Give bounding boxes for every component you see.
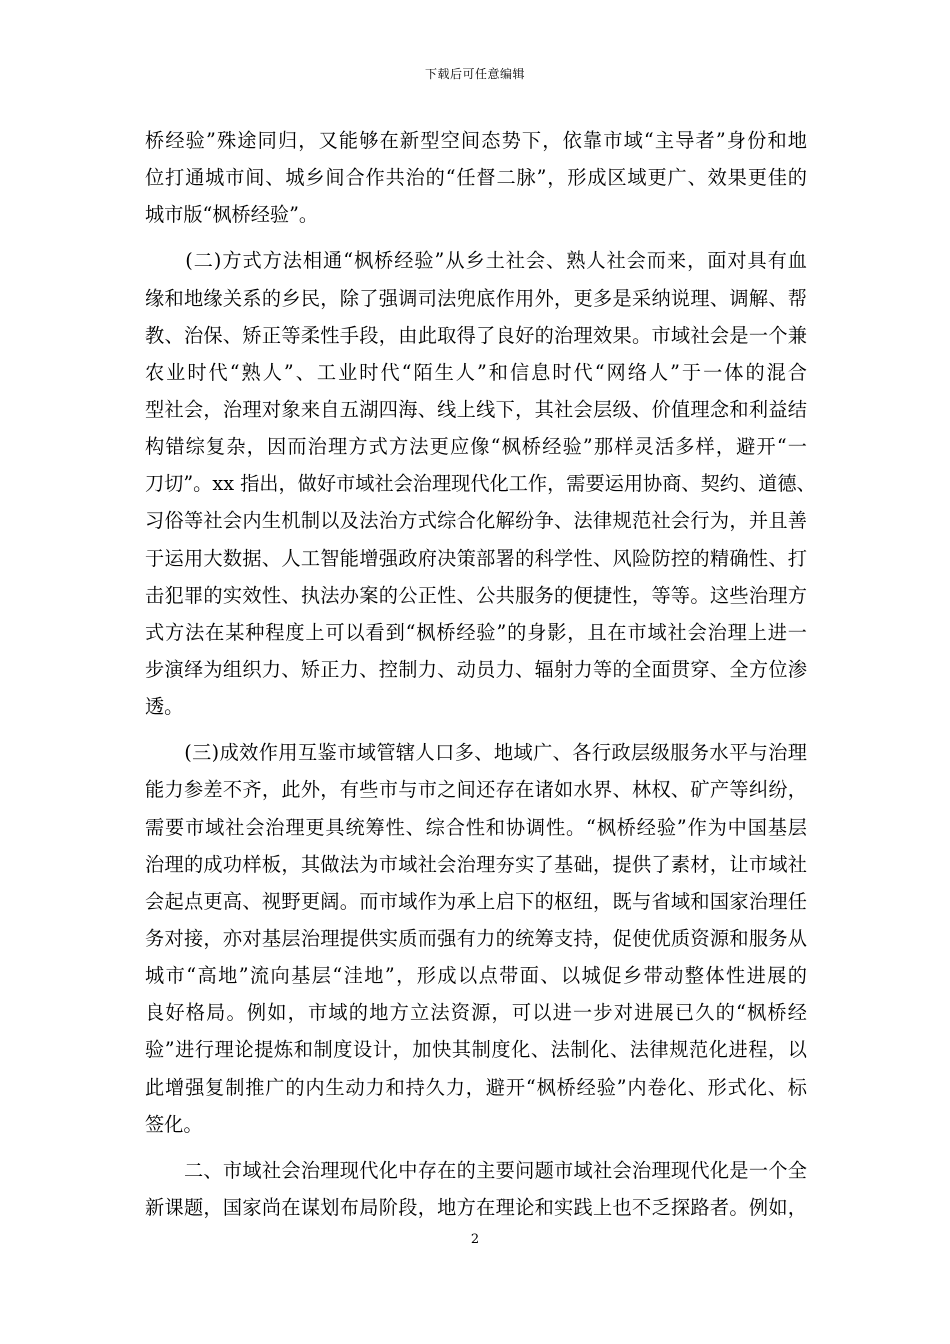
text-line: 缘和地缘关系的乡民，除了强调司法兜底作用外，更多是采纳说理、调解、帮 [145,286,807,310]
text-line: 习俗等社会内生机制以及法治方式综合化解纷争、法律规范社会行为，并且善 [145,509,807,533]
paragraph [145,734,807,1143]
text-line: 务对接，亦对基层治理提供实质而强有力的统筹支持，促使优质资源和服务从 [145,926,807,950]
text-line: 农业时代“熟人”、工业时代“陌生人”和信息时代“网络人”于一体的混合 [145,360,807,384]
text-line: 治理的成功样板，其做法为市域社会治理夯实了基础，提供了素材，让市域社 [145,852,807,876]
document-body [145,122,816,1226]
text-line: 良好格局。例如，市域的地方立法资源，可以进一步对进展已久的“枫桥经 [145,1001,807,1025]
text-line: 击犯罪的实效性、执法办案的公正性、公共服务的便捷性，等等。这些治理方 [145,583,807,607]
text-line: 需要市域社会治理更具统筹性、综合性和协调性。“枫桥经验”作为中国基层 [145,815,807,839]
paragraph [145,122,807,233]
text-line: 能力参差不齐，此外，有些市与市之间还存在诸如水界、林权、矿产等纠纷， [145,778,807,802]
text-line: 二、市域社会治理现代化中存在的主要问题市域社会治理现代化是一个全 [145,1158,807,1182]
text-line: 教、治保、矫正等柔性手段，由此取得了良好的治理效果。市域社会是一个兼 [145,323,807,347]
text-line: 透。 [145,695,184,719]
paragraph [145,1152,807,1226]
page-header: 下载后可任意编辑 [424,67,525,81]
text-line: (二)方式方法相通“枫桥经验”从乡土社会、熟人社会而来，面对具有血 [145,249,807,273]
text-line: 城市版“枫桥经验”。 [145,203,319,227]
text-line: 验”进行理论提炼和制度设计，加快其制度化、法制化、法律规范化进程，以 [145,1038,807,1062]
text-line: 步演绎为组织力、矫正力、控制力、动员力、辐射力等的全面贯穿、全方位渗 [145,657,807,681]
text-line: 于运用大数据、人工智能增强政府决策部署的科学性、风险防控的精确性、打 [145,546,807,570]
text-line: 城市“高地”流向基层“洼地”，形成以点带面、以城促乡带动整体性进展的 [145,964,807,988]
text-line: 构错综复杂，因而治理方式方法更应像“枫桥经验”那样灵活多样，避开“一 [145,435,807,459]
text-line: (三)成效作用互鉴市域管辖人口多、地域广、各行政层级服务水平与治理 [145,741,807,765]
text-line: 签化。 [145,1112,203,1136]
text-line: 桥经验”殊途同归，又能够在新型空间态势下，依靠市域“主导者”身份和地 [145,129,807,152]
paragraph [145,242,816,725]
text-line: 新课题，国家尚在谋划布局阶段，地方在理论和实践上也不乏探路者。例如， [145,1195,807,1219]
text-line: 刀切”。xx 指出，做好市域社会治理现代化工作，需要运用协商、契约、道德、 [145,472,816,496]
text-line: 会起点更高、视野更阔。而市域作为承上启下的枢纽，既与省域和国家治理任 [145,889,807,913]
text-line: 式方法在某种程度上可以看到“枫桥经验”的身影，且在市域社会治理上进一 [145,620,807,644]
text-line: 位打通城市间、城乡间合作共治的“任督二脉”，形成区域更广、效果更佳的 [145,166,807,190]
text-line: 此增强复制推广的内生动力和持久力，避开“枫桥经验”内卷化、形式化、标 [145,1075,807,1099]
text-line: 型社会，治理对象来自五湖四海、线上线下，其社会层级、价值理念和利益结 [145,397,807,421]
page-number: 2 [470,1232,480,1247]
